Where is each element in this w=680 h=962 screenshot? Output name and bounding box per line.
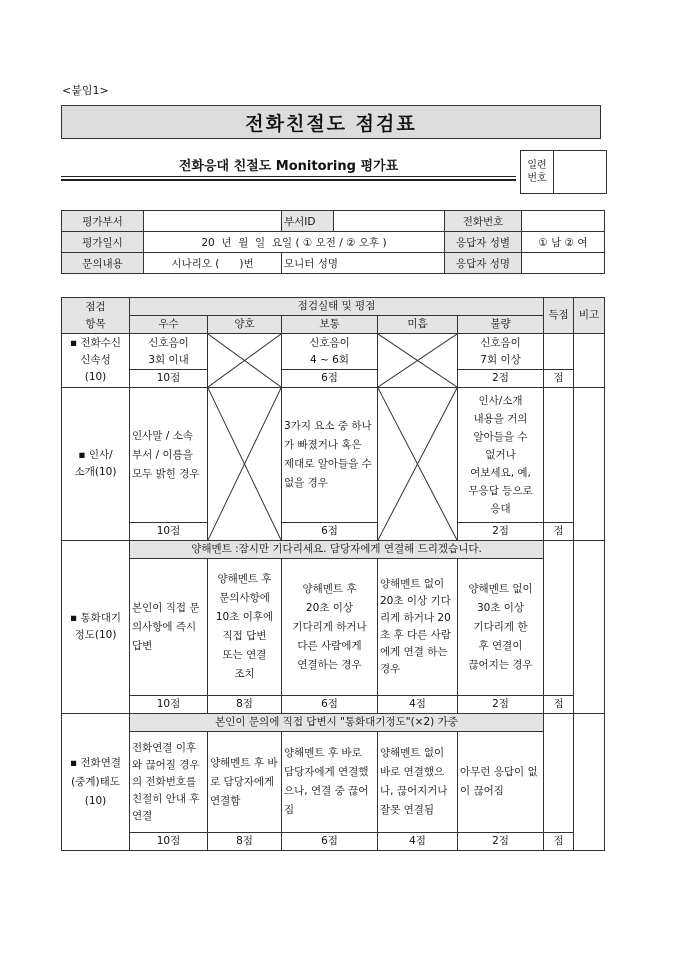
r3-pts-normal: 6점 (282, 696, 378, 714)
scenario-field[interactable]: 시나리오 ( )번 (144, 253, 282, 274)
r1-score-blank[interactable] (544, 334, 574, 370)
r4-pts-excellent: 10점 (130, 833, 208, 851)
r2-pts-excellent: 10점 (130, 523, 208, 541)
header-score: 득점 (544, 298, 574, 334)
eval-dept-field[interactable] (144, 211, 282, 232)
respondent-gender-label: 응답자 성별 (445, 232, 522, 253)
r2-excellent: 인사말 / 소속 부서 / 이름을 모두 밝힌 경우 (130, 388, 208, 523)
r3-bad: 양해멘트 없이 30초 이상 기다리게 한 후 연결이 끊어지는 경우 (458, 559, 544, 696)
r1-excellent: 신호음이 3회 이내 (130, 334, 208, 370)
r4-poor: 양해멘트 없이 바로 연결했으나, 끊어지거나 잘못 연결됨 (378, 732, 458, 833)
r3-remark[interactable] (574, 541, 605, 714)
serial-value[interactable] (554, 151, 607, 194)
r4-note: 본인이 문의에 직접 답변시 "통화대기정도"(×2) 가중 (130, 714, 544, 732)
r4-pts-poor: 4점 (378, 833, 458, 851)
eval-date-field[interactable]: 20 년 월 일 요일 ( ① 오전 / ② 오후 ) (144, 232, 445, 253)
r3-good: 양해멘트 후 문의사항에 10초 이후에 직접 답변 또는 연결 조치 (208, 559, 282, 696)
evaluation-table (61, 297, 605, 851)
info-table (61, 210, 605, 274)
r3-score-blank[interactable] (544, 541, 574, 696)
r2-good-crossed (208, 388, 282, 541)
r1-item: ▪ 전화수신 신속성 (10) (62, 334, 130, 388)
r2-remark[interactable] (574, 388, 605, 541)
r4-excellent: 전화연결 이후와 끊어질 경우의 전화번호를 친절히 안내 후 연결 (130, 732, 208, 833)
r3-pts-bad: 2점 (458, 696, 544, 714)
r2-score-unit[interactable]: 점 (544, 523, 574, 541)
subtitle: 전화응대 친절도 Monitoring 평가표 (178, 159, 399, 174)
level-excellent: 우수 (130, 316, 208, 334)
r1-score-unit[interactable]: 점 (544, 370, 574, 388)
r4-pts-normal: 6점 (282, 833, 378, 851)
r4-remark[interactable] (574, 714, 605, 851)
r2-bad: 인사/소개 내용을 거의 알아들을 수 없거나 여보세요, 예, 무응답 등으로 응대 (458, 388, 544, 523)
respondent-name-label: 응답자 성명 (445, 253, 522, 274)
respondent-gender-field[interactable]: ① 남 ② 여 (522, 232, 605, 253)
eval-dept-label: 평가부서 (62, 211, 144, 232)
r1-pts-normal: 6점 (282, 370, 378, 388)
r4-bad: 아무런 응답이 없이 끊어짐 (458, 732, 544, 833)
r2-pts-normal: 6점 (282, 523, 378, 541)
header-status: 점검실태 및 평점 (130, 298, 544, 316)
dept-id-field[interactable] (334, 211, 445, 232)
r2-score-blank[interactable] (544, 388, 574, 523)
eval-date-label: 평가일시 (62, 232, 144, 253)
respondent-name-field[interactable] (522, 253, 605, 274)
dept-id-label: 부서ID (282, 211, 334, 232)
r4-good: 양해멘트 후 바로 담당자에게 연결함 (208, 732, 282, 833)
r1-remark[interactable] (574, 334, 605, 388)
r1-pts-bad: 2점 (458, 370, 544, 388)
r2-pts-bad: 2점 (458, 523, 544, 541)
r4-score-unit[interactable]: 점 (544, 833, 574, 851)
r3-normal: 양해멘트 후 20초 이상 기다리게 하거나 다른 사람에게 연결하는 경우 (282, 559, 378, 696)
level-normal: 보통 (282, 316, 378, 334)
main-title: 전화친절도 점검표 (61, 105, 601, 139)
r2-normal: 3가지 요소 중 하나가 빠졌거나 혹은 제대로 알아들을 수 없을 경우 (282, 388, 378, 523)
r3-item: ▪ 통화대기 정도(10) (62, 541, 130, 714)
r1-bad: 신호음이 7회 이상 (458, 334, 544, 370)
r4-item: ▪ 전화연결 (중계)태도 (10) (62, 714, 130, 851)
r3-pts-good: 8점 (208, 696, 282, 714)
r1-poor-crossed (378, 334, 458, 388)
r3-note: 양해멘트 :잠시만 기다리세요. 담당자에게 연결해 드리겠습니다. (130, 541, 544, 559)
level-bad: 불량 (458, 316, 544, 334)
r3-score-unit[interactable]: 점 (544, 696, 574, 714)
r4-normal: 양해멘트 후 바로 담당자에게 연결했으나, 연결 중 끊어짐 (282, 732, 378, 833)
r3-excellent: 본인이 직접 문의사항에 즉시 답변 (130, 559, 208, 696)
phone-no-field[interactable] (522, 211, 605, 232)
r3-pts-excellent: 10점 (130, 696, 208, 714)
serial-number-box (520, 150, 607, 194)
r1-good-crossed (208, 334, 282, 388)
subtitle-underline-thick (61, 179, 516, 181)
serial-label: 일련 번호 (521, 151, 554, 194)
r4-pts-good: 8점 (208, 833, 282, 851)
attachment-label: <붙임1> (62, 84, 109, 97)
r2-poor-crossed (378, 388, 458, 541)
r3-pts-poor: 4점 (378, 696, 458, 714)
r1-normal: 신호음이 4 ~ 6회 (282, 334, 378, 370)
inquiry-label: 문의내용 (62, 253, 144, 274)
header-remark: 비고 (574, 298, 605, 334)
subtitle-underline (61, 176, 516, 177)
level-good: 양호 (208, 316, 282, 334)
r1-pts-excellent: 10점 (130, 370, 208, 388)
header-item: 점검 항목 (62, 298, 130, 334)
phone-no-label: 전화번호 (445, 211, 522, 232)
monitor-name-label: 모니터 성명 (282, 253, 445, 274)
r4-score-blank[interactable] (544, 714, 574, 833)
r2-item: ▪ 인사/ 소개(10) (62, 388, 130, 541)
r3-poor: 양해멘트 없이 20초 이상 기다리게 하거나 20초 후 다른 사람에게 연결 하는 경우 (378, 559, 458, 696)
r4-pts-bad: 2점 (458, 833, 544, 851)
level-poor: 미흡 (378, 316, 458, 334)
